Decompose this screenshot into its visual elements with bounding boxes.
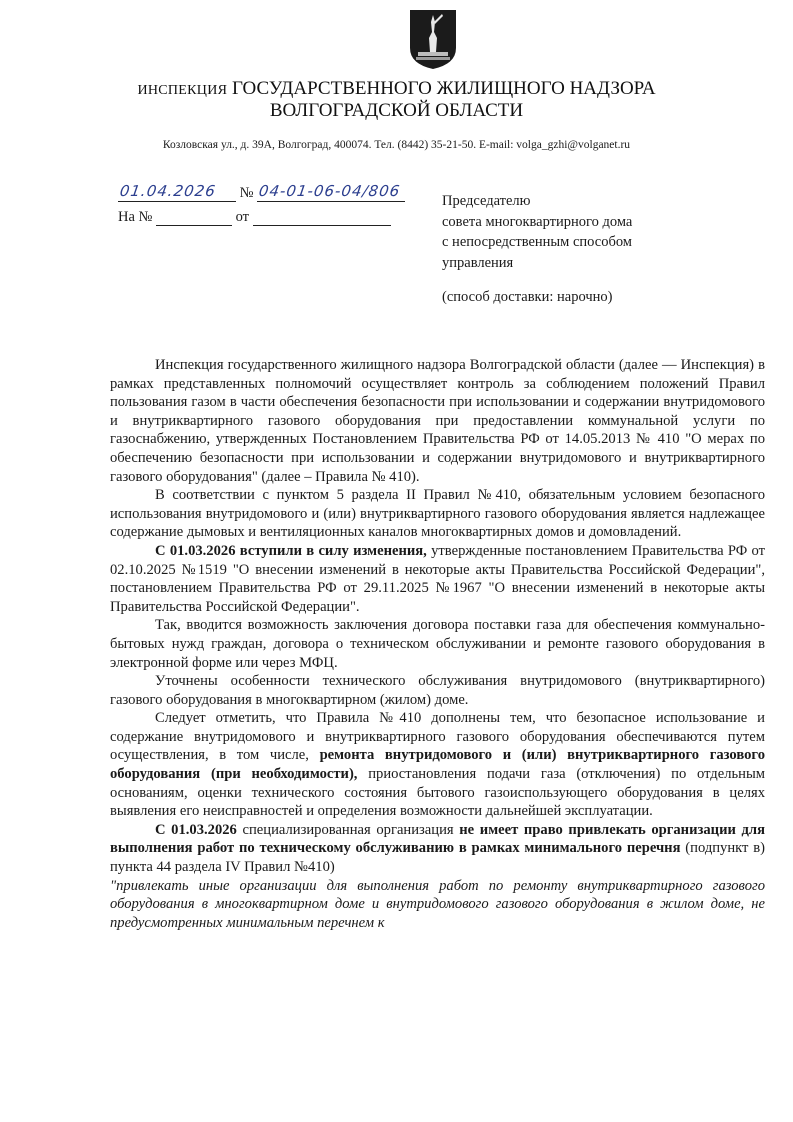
addressee-block [442,191,632,273]
addressee-line: управления [442,254,514,271]
paragraph-changes [110,542,765,616]
paragraph-restriction [110,821,765,877]
amendments-text-rest: приостановления подачи газа (отключения) по отдельным основаниям, оценки технического состояния бытового газоиспользующего оборудования в целях выявления его неисправностей и определения возможности дальнейшей эксплуатации. [110,766,765,820]
paragraph-intro: Инспекция государственного жилищного надзора Волгоградской области (далее — Инспекция) в рамках представленных полномочий осуществляет контроль за соблюдением положений Правил пользования газом в части обеспечения безопасности при использовании и содержании внутридомового и внутриквартирного газового оборудования при предоставлении коммунальной услуги по газоснабжению, утвержденных Постановлением Правительства РФ от 14.05.2013 № 410 "О мерах по обеспечению безопасности при использовании и содержании внутридомового и внутриквартирного газового оборудования" (далее – Правила № 410). [110,357,765,485]
paragraph-electronic-contracts: Так, вводится возможность заключения договора поставки газа для обеспечения коммунально-бытовых нужд граждан, договора о техническом обслуживании и ремонте газового оборудования в электронной форме или через МФЦ. [110,617,765,671]
ref-date-field [253,209,391,226]
number-field [257,182,405,202]
letter-body [110,356,765,932]
restriction-highlight: не имеет право привлекать организации для выполнения работ по техническому обслуживанию в рамках минимального перечня [110,821,765,857]
coat-of-arms-icon [408,8,458,70]
amendments-text: Следует отметить, что Правила №410 дополнены тем, что безопасное использование и содержание внутридомового и внутриквартирного газового оборудования обеспечиваются путем осуществления, в том числе, [110,710,765,764]
handwritten-date: 01.04.2026 [118,182,218,200]
paragraph-maintenance: Уточнены особенности технического обслуживания внутридомового (внутриквартирного) газового оборудования в многоквартирном (жилом) доме. [110,673,765,708]
ref-date-label: от [235,209,250,225]
paragraph-requirement: В соответствии с пунктом 5 раздела II Правил №410, обязательным условием безопасного использования внутридомового и (или) внутриквартирного газового оборудования является надлежащее содержание дымовых и вентиляционных каналов многоквартирных домов и домовладений. [110,487,765,541]
ref-number-field [156,209,232,226]
addressee-line: с непосредственным способом [442,234,632,250]
addressee-line: Председателю [442,193,531,209]
restriction-text: специализированная организация [236,821,460,838]
changes-effective-date: С 01.03.2026 вступили в силу изменения, [155,542,427,559]
restriction-reference: (подпункт в) пункта 44 раздела IV Правил №410) [110,840,765,876]
registration-line-outgoing [118,182,428,209]
registration-block [118,182,428,233]
handwritten-number: 04-01-06-04/806 [257,182,402,200]
organization-region: ВОЛГОГРАДСКОЙ ОБЛАСТИ [269,100,524,121]
restriction-date: С 01.03.2026 [155,821,237,838]
organization-name-line1 [100,78,693,100]
date-field [118,182,236,202]
paragraph-quote: "привлекать иные организации для выполнения работ по ремонту внутриквартирного газового оборудования в многоквартирном доме и внутридомового газового оборудования в жилом доме, не предусмотренных минимальным перечнем к [110,877,765,931]
organization-prefix: ИНСПЕКЦИЯ [137,83,228,98]
amendments-highlight: ремонта внутридомового и (или) внутриквартирного газового оборудования (при необходимости), [110,747,765,783]
number-label: № [239,185,254,201]
registration-line-reference [118,209,428,233]
paragraph-rules-amendments [110,709,765,821]
organization-address: Козловская ул., д. 39А, Волгоград, 400074. Тел. (8442) 35-21-50. E-mail: volga_gzhi@volganet.ru [162,139,631,151]
addressee-line: совета многоквартирного дома [442,213,633,230]
delivery-method: (способ доставки: нарочно) [442,289,613,305]
ref-number-label: На № [118,209,153,225]
changes-details: утвержденные постановлением Правительства РФ от 02.10.2025 №1519 "О внесении изменений в некоторые акты Правительства Российской Федерации", постановлением Правительства РФ от 29.11.2025 №1967 "О внесении изменений в некоторые акты Правительства Российской Федерации". [110,542,765,615]
organization-name: ГОСУДАРСТВЕННОГО ЖИЛИЩНОГО НАДЗОРА [232,78,656,99]
